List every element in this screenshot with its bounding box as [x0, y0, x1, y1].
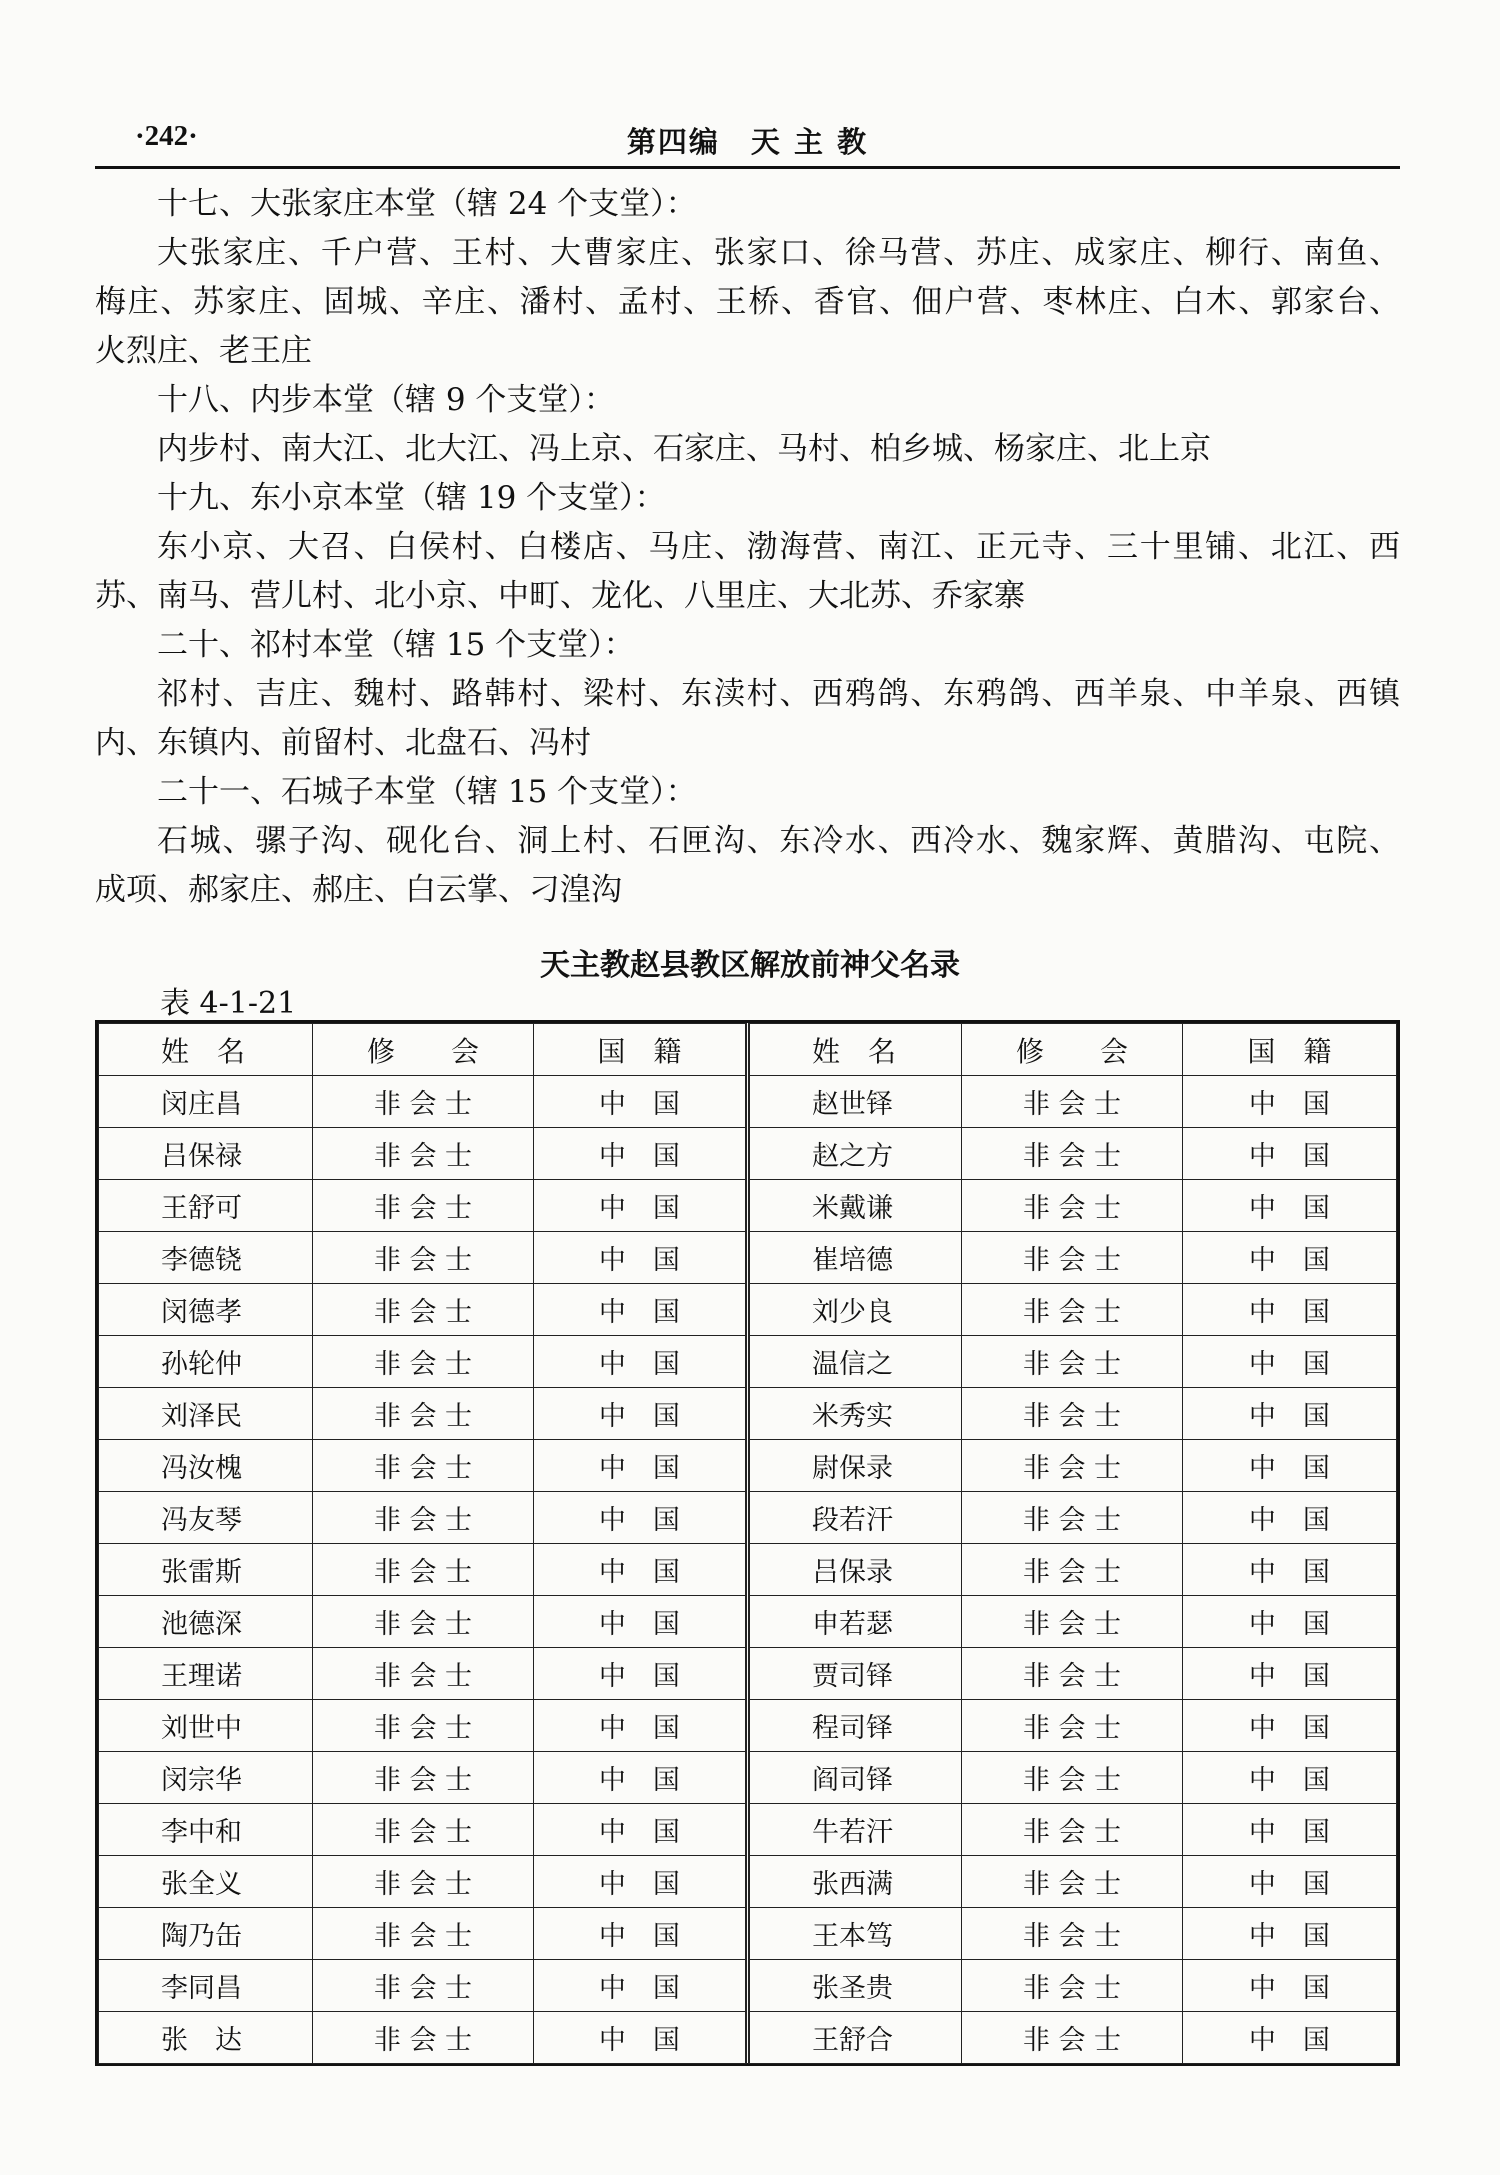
cell-nationality: 中 国: [533, 1700, 747, 1752]
cell-nationality: 中 国: [533, 1076, 747, 1128]
table-row: [99, 1960, 1397, 2012]
cell-order: 非 会 士: [313, 1284, 534, 1336]
cell-nationality: 中 国: [1182, 2012, 1396, 2064]
text-line: 梅庄、苏家庄、固城、辛庄、潘村、孟村、王桥、香官、佃户营、枣林庄、白木、郭家台、: [95, 284, 1400, 320]
cell-nationality: 中 国: [533, 1128, 747, 1180]
cell-name: 刘世中: [99, 1700, 313, 1752]
cell-name: 李德铙: [99, 1232, 313, 1284]
cell-order: 非 会 士: [962, 1648, 1183, 1700]
section-heading: 十七、大张家庄本堂（辖 24 个支堂）：: [157, 186, 697, 222]
cell-name: 王舒合: [747, 2012, 961, 2064]
table-row: [99, 1596, 1397, 1648]
table-row: [99, 2012, 1397, 2064]
cell-order: 非 会 士: [962, 1960, 1183, 2012]
cell-order: 非 会 士: [962, 1544, 1183, 1596]
cell-name: 米秀实: [747, 1388, 961, 1440]
cell-name: 张雷斯: [99, 1544, 313, 1596]
cell-nationality: 中 国: [533, 1492, 747, 1544]
cell-name: 陶乃缶: [99, 1908, 313, 1960]
cell-nationality: 中 国: [533, 1232, 747, 1284]
cell-order: 非 会 士: [313, 1128, 534, 1180]
cell-nationality: 中 国: [533, 1856, 747, 1908]
section-heading: 二十、祁村本堂（辖 15 个支堂）：: [157, 627, 635, 663]
cell-order: 非 会 士: [962, 1752, 1183, 1804]
cell-name: 贾司铎: [747, 1648, 961, 1700]
text-line: 石城、骡子沟、砚化台、洞上村、石匣沟、东冷水、西冷水、魏家辉、黄腊沟、屯院、: [157, 823, 1400, 859]
text-line: 祁村、吉庄、魏村、路韩村、梁村、东渎村、西鸦鸽、东鸦鸽、西羊泉、中羊泉、西镇: [157, 676, 1400, 712]
cell-name: 孙轮仲: [99, 1336, 313, 1388]
text-line: 苏、南马、营儿村、北小京、中町、龙化、八里庄、大北苏、乔家寨: [95, 578, 1025, 614]
priest-table-grid: [98, 1023, 1397, 2064]
cell-order: 非 会 士: [313, 1076, 534, 1128]
cell-name: 段若汗: [747, 1492, 961, 1544]
priest-table: [95, 1020, 1400, 2066]
table-row: [99, 1440, 1397, 1492]
cell-nationality: 中 国: [533, 1648, 747, 1700]
cell-order: 非 会 士: [962, 1076, 1183, 1128]
cell-nationality: 中 国: [1182, 1232, 1396, 1284]
cell-order: 非 会 士: [962, 1180, 1183, 1232]
cell-name: 王理诺: [99, 1648, 313, 1700]
cell-nationality: 中 国: [1182, 1336, 1396, 1388]
cell-nationality: 中 国: [1182, 1700, 1396, 1752]
cell-order: 非 会 士: [313, 1960, 534, 2012]
cell-nationality: 中 国: [1182, 1492, 1396, 1544]
table-row: [99, 1232, 1397, 1284]
running-header: [95, 118, 1400, 169]
cell-order: 非 会 士: [313, 1180, 534, 1232]
cell-order: 非 会 士: [962, 1128, 1183, 1180]
cell-order: 非 会 士: [313, 1752, 534, 1804]
cell-nationality: 中 国: [533, 1284, 747, 1336]
cell-name: 冯汝槐: [99, 1440, 313, 1492]
cell-order: 非 会 士: [313, 1440, 534, 1492]
cell-name: 闵德孝: [99, 1284, 313, 1336]
cell-nationality: 中 国: [1182, 1180, 1396, 1232]
header-name: 姓 名: [747, 1024, 961, 1076]
cell-order: 非 会 士: [962, 2012, 1183, 2064]
cell-order: 非 会 士: [962, 1804, 1183, 1856]
cell-name: 张全义: [99, 1856, 313, 1908]
cell-name: 冯友琴: [99, 1492, 313, 1544]
cell-order: 非 会 士: [962, 1492, 1183, 1544]
table-row: [99, 1388, 1397, 1440]
cell-name: 王本笃: [747, 1908, 961, 1960]
cell-nationality: 中 国: [533, 1544, 747, 1596]
cell-order: 非 会 士: [962, 1232, 1183, 1284]
cell-name: 刘泽民: [99, 1388, 313, 1440]
cell-name: 刘少良: [747, 1284, 961, 1336]
cell-name: 阎司铎: [747, 1752, 961, 1804]
cell-order: 非 会 士: [962, 1388, 1183, 1440]
table-row: [99, 1804, 1397, 1856]
cell-name: 张西满: [747, 1856, 961, 1908]
cell-name: 张 达: [99, 2012, 313, 2064]
cell-name: 王舒可: [99, 1180, 313, 1232]
cell-order: 非 会 士: [313, 1336, 534, 1388]
cell-nationality: 中 国: [533, 1960, 747, 2012]
text-line: 内、东镇内、前留村、北盘石、冯村: [95, 725, 591, 761]
cell-nationality: 中 国: [533, 1596, 747, 1648]
table-row: [99, 1908, 1397, 1960]
cell-name: 赵世铎: [747, 1076, 961, 1128]
header-name: 姓 名: [99, 1024, 313, 1076]
cell-nationality: 中 国: [1182, 1128, 1396, 1180]
table-row: [99, 1700, 1397, 1752]
table-row: [99, 1128, 1397, 1180]
text-line: 东小京、大召、白侯村、白楼店、马庄、渤海营、南江、正元寺、三十里铺、北江、西: [157, 529, 1400, 565]
cell-nationality: 中 国: [533, 1336, 747, 1388]
cell-order: 非 会 士: [962, 1440, 1183, 1492]
cell-order: 非 会 士: [313, 1232, 534, 1284]
cell-name: 温信之: [747, 1336, 961, 1388]
table-row: [99, 1284, 1397, 1336]
cell-name: 米戴谦: [747, 1180, 961, 1232]
cell-nationality: 中 国: [1182, 1596, 1396, 1648]
table-row: [99, 1180, 1397, 1232]
body-text: [95, 180, 1400, 915]
cell-nationality: 中 国: [533, 1908, 747, 1960]
text-line: 成项、郝家庄、郝庄、白云掌、刁湟沟: [95, 872, 622, 908]
cell-order: 非 会 士: [313, 1388, 534, 1440]
header-nationality: 国 籍: [533, 1024, 747, 1076]
table-row: [99, 1544, 1397, 1596]
cell-nationality: 中 国: [533, 1180, 747, 1232]
text-line: 大张家庄、千户营、王村、大曹家庄、张家口、徐马营、苏庄、成家庄、柳行、南鱼、: [157, 235, 1400, 271]
cell-order: 非 会 士: [313, 1856, 534, 1908]
table-row: [99, 1856, 1397, 1908]
cell-name: 申若瑟: [747, 1596, 961, 1648]
cell-name: 闵庄昌: [99, 1076, 313, 1128]
text-line: 火烈庄、老王庄: [95, 333, 312, 369]
cell-order: 非 会 士: [313, 1596, 534, 1648]
cell-name: 张圣贵: [747, 1960, 961, 2012]
cell-order: 非 会 士: [962, 1336, 1183, 1388]
cell-nationality: 中 国: [1182, 1076, 1396, 1128]
cell-nationality: 中 国: [533, 1752, 747, 1804]
section-heading: 十九、东小京本堂（辖 19 个支堂）：: [157, 480, 666, 516]
cell-order: 非 会 士: [313, 1544, 534, 1596]
cell-order: 非 会 士: [313, 1804, 534, 1856]
table-row: [99, 1492, 1397, 1544]
cell-nationality: 中 国: [533, 1388, 747, 1440]
cell-order: 非 会 士: [962, 1908, 1183, 1960]
text-line: 内步村、南大江、北大江、冯上京、石家庄、马村、柏乡城、杨家庄、北上京: [157, 431, 1211, 467]
cell-nationality: 中 国: [533, 1440, 747, 1492]
header-order: 修 会: [962, 1024, 1183, 1076]
cell-order: 非 会 士: [313, 1908, 534, 1960]
table-row: [99, 1336, 1397, 1388]
cell-order: 非 会 士: [962, 1596, 1183, 1648]
running-title: 第四编 天 主 教: [626, 125, 869, 159]
section-heading: 十八、内步本堂（辖 9 个支堂）：: [157, 382, 615, 418]
cell-order: 非 会 士: [313, 2012, 534, 2064]
cell-name: 崔培德: [747, 1232, 961, 1284]
table-header-row: [99, 1024, 1397, 1076]
table-row: [99, 1752, 1397, 1804]
cell-nationality: 中 国: [1182, 1856, 1396, 1908]
cell-name: 闵宗华: [99, 1752, 313, 1804]
cell-name: 赵之方: [747, 1128, 961, 1180]
cell-order: 非 会 士: [962, 1284, 1183, 1336]
cell-nationality: 中 国: [1182, 1804, 1396, 1856]
cell-name: 李同昌: [99, 1960, 313, 2012]
cell-name: 牛若汗: [747, 1804, 961, 1856]
cell-name: 池德深: [99, 1596, 313, 1648]
cell-order: 非 会 士: [313, 1492, 534, 1544]
cell-order: 非 会 士: [962, 1856, 1183, 1908]
cell-nationality: 中 国: [1182, 1752, 1396, 1804]
page-number: ·242·: [135, 120, 198, 152]
cell-order: 非 会 士: [313, 1700, 534, 1752]
cell-nationality: 中 国: [1182, 1908, 1396, 1960]
header-nationality: 国 籍: [1182, 1024, 1396, 1076]
cell-nationality: 中 国: [1182, 1284, 1396, 1336]
cell-nationality: 中 国: [1182, 1648, 1396, 1700]
header-order: 修 会: [313, 1024, 534, 1076]
cell-nationality: 中 国: [1182, 1960, 1396, 2012]
cell-nationality: 中 国: [1182, 1440, 1396, 1492]
cell-name: 尉保录: [747, 1440, 961, 1492]
table-row: [99, 1076, 1397, 1128]
cell-order: 非 会 士: [313, 1648, 534, 1700]
cell-nationality: 中 国: [1182, 1544, 1396, 1596]
cell-nationality: 中 国: [533, 1804, 747, 1856]
cell-nationality: 中 国: [533, 2012, 747, 2064]
cell-name: 吕保禄: [99, 1128, 313, 1180]
table-row: [99, 1648, 1397, 1700]
section-heading: 二十一、石城子本堂（辖 15 个支堂）：: [157, 774, 697, 810]
cell-name: 程司铎: [747, 1700, 961, 1752]
cell-order: 非 会 士: [962, 1700, 1183, 1752]
table-caption: 天主教赵县教区解放前神父名录: [540, 948, 960, 983]
cell-name: 吕保录: [747, 1544, 961, 1596]
cell-nationality: 中 国: [1182, 1388, 1396, 1440]
cell-name: 李中和: [99, 1804, 313, 1856]
table-number: 表 4-1-21: [160, 986, 297, 1021]
